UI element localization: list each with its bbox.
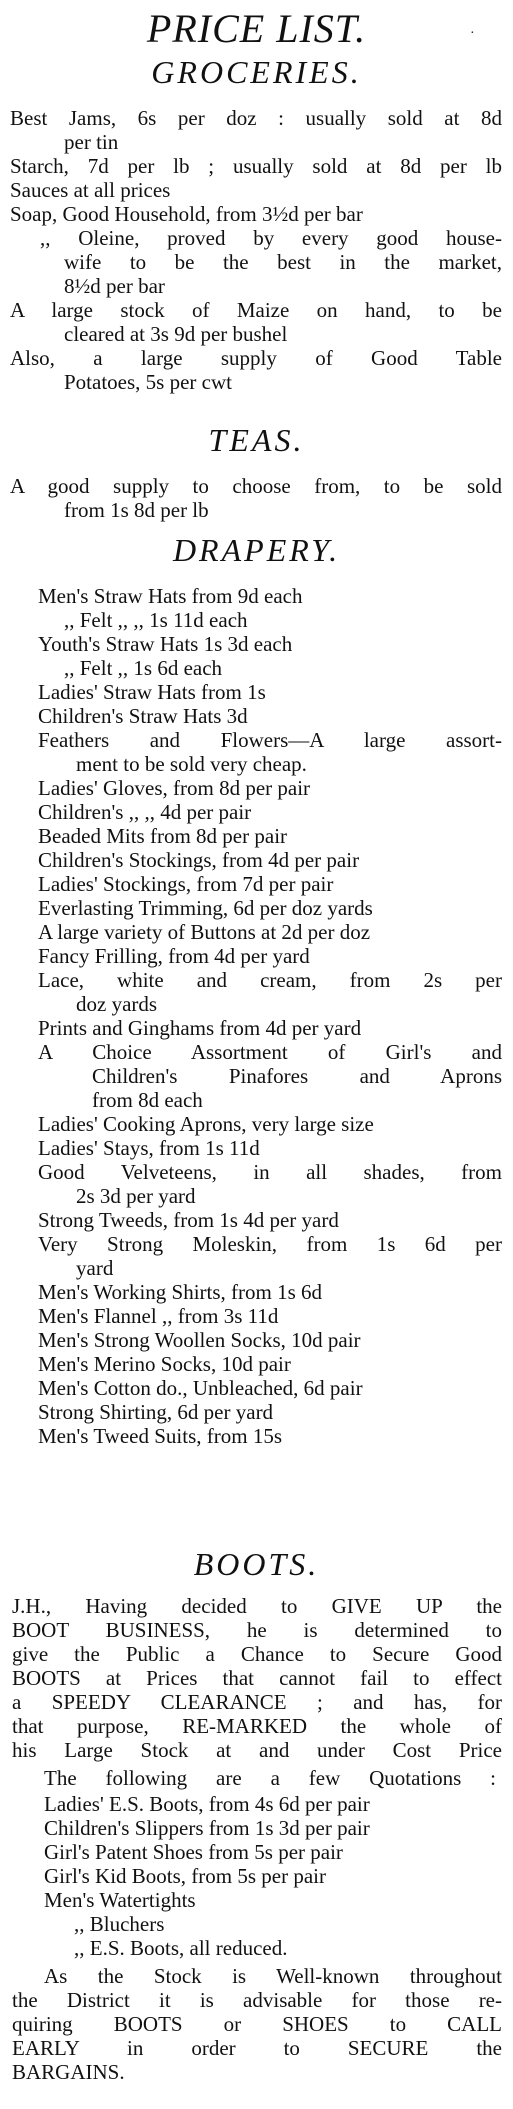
text-line: Men's Flannel ,, from 3s 11d (38, 1304, 279, 1328)
text-line: Feathers and Flowers—A large assort- (38, 728, 502, 752)
text-line: 2s 3d per yard (76, 1184, 196, 1208)
text-line: Men's Watertights (44, 1888, 196, 1912)
text-line: Girl's Kid Boots, from 5s per pair (44, 1864, 327, 1888)
text-line: Ladies' Straw Hats from 1s (38, 680, 266, 704)
text-line: quiring BOOTS or SHOES to CALL (12, 2012, 502, 2036)
text-line: Beaded Mits from 8d per pair (38, 824, 288, 848)
text-line: ,, Oleine, proved by every good house- (40, 226, 502, 250)
text-line: Ladies' Stays, from 1s 11d (38, 1136, 260, 1160)
text-line: Lace, white and cream, from 2s per (38, 968, 502, 992)
text-line: wife to be the best in the market, (64, 250, 502, 274)
text-line: BARGAINS. (12, 2060, 125, 2084)
section-heading-groceries: GROCERIES. (151, 54, 362, 90)
text-line: Potatoes, 5s per cwt (64, 370, 232, 394)
text-line: Children's Stockings, from 4d per pair (38, 848, 360, 872)
text-line: BOOTS at Prices that cannot fail to effect (12, 1666, 502, 1690)
section-heading-teas: TEAS. (208, 422, 305, 458)
text-line: Men's Strong Woollen Socks, 10d pair (38, 1328, 361, 1352)
text-line: give the Public a Chance to Secure Good (12, 1642, 502, 1666)
text-line: EARLY in order to SECURE the (12, 2036, 502, 2060)
text-line: Also, a large supply of Good Table (10, 346, 502, 370)
text-line: Men's Working Shirts, from 1s 6d (38, 1280, 323, 1304)
section-heading-drapery: DRAPERY. (172, 532, 341, 568)
text-line: ,, E.S. Boots, all reduced. (74, 1936, 288, 1960)
text-line: Fancy Frilling, from 4d per yard (38, 944, 310, 968)
text-line: 8½d per bar (64, 274, 165, 298)
text-line: doz yards (76, 992, 158, 1016)
text-line: the District it is advisable for those re- (12, 1988, 502, 2012)
text-line: ,, Felt ,, 1s 6d each (64, 656, 223, 680)
text-line: Girl's Patent Shoes from 5s per pair (44, 1840, 343, 1864)
section-heading-boots: BOOTS. (193, 1546, 320, 1582)
text-line: Strong Shirting, 6d per yard (38, 1400, 274, 1424)
text-line: ment to be sold very cheap. (76, 752, 307, 776)
text-line: Men's Merino Socks, 10d pair (38, 1352, 291, 1376)
text-line: BOOT BUSINESS, he is determined to (12, 1618, 502, 1642)
text-line: Ladies' Cooking Aprons, very large size (38, 1112, 374, 1136)
text-line: Best Jams, 6s per doz : usually sold at 8d (10, 106, 502, 130)
text-line: Good Velveteens, in all shades, from (38, 1160, 502, 1184)
text-line: from 8d each (92, 1088, 203, 1112)
text-line: The following are a few Quotations : (44, 1766, 496, 1790)
text-line: yard (76, 1256, 114, 1280)
text-line: Men's Tweed Suits, from 15s (38, 1424, 283, 1448)
text-line: Ladies' E.S. Boots, from 4s 6d per pair (44, 1792, 370, 1816)
text-line: ,, Bluchers (74, 1912, 165, 1936)
text-line: Prints and Ginghams from 4d per yard (38, 1016, 362, 1040)
text-line: from 1s 8d per lb (64, 498, 209, 522)
text-line: Ladies' Stockings, from 7d per pair (38, 872, 334, 896)
text-line: Very Strong Moleskin, from 1s 6d per (38, 1232, 502, 1256)
print-mark: · (470, 26, 475, 41)
text-line: cleared at 3s 9d per bushel (64, 322, 288, 346)
text-line: Children's Pinafores and Aprons (92, 1064, 502, 1088)
text-line: ,, Felt ,, ,, 1s 11d each (64, 608, 248, 632)
text-line: a SPEEDY CLEARANCE ; and has, for (12, 1690, 502, 1714)
text-line: Starch, 7d per lb ; usually sold at 8d per lb (10, 154, 502, 178)
text-line: Children's ,, ,, 4d per pair (38, 800, 252, 824)
text-line: A good supply to choose from, to be sold (10, 474, 502, 498)
text-line: Children's Slippers from 1s 3d per pair (44, 1816, 370, 1840)
page-title: PRICE LIST. (146, 6, 367, 51)
text-line: Youth's Straw Hats 1s 3d each (38, 632, 293, 656)
text-line: per tin (64, 130, 119, 154)
text-line: Children's Straw Hats 3d (38, 704, 248, 728)
text-line: that purpose, RE-MARKED the whole of (12, 1714, 502, 1738)
text-line: Strong Tweeds, from 1s 4d per yard (38, 1208, 339, 1232)
text-line: Men's Cotton do., Unbleached, 6d pair (38, 1376, 363, 1400)
text-line: Sauces at all prices (10, 178, 171, 202)
text-line: Men's Straw Hats from 9d each (38, 584, 303, 608)
text-line: Ladies' Gloves, from 8d per pair (38, 776, 311, 800)
text-line: A large stock of Maize on hand, to be (10, 298, 502, 322)
text-line: As the Stock is Well-known throughout (44, 1964, 502, 1988)
text-line: J.H., Having decided to GIVE UP the (12, 1594, 502, 1618)
text-line: his Large Stock at and under Cost Price (12, 1738, 502, 1762)
text-line: Everlasting Trimming, 6d per doz yards (38, 896, 373, 920)
text-line: A Choice Assortment of Girl's and (38, 1040, 502, 1064)
text-line: Soap, Good Household, from 3½d per bar (10, 202, 363, 226)
text-line: A large variety of Buttons at 2d per doz (38, 920, 371, 944)
